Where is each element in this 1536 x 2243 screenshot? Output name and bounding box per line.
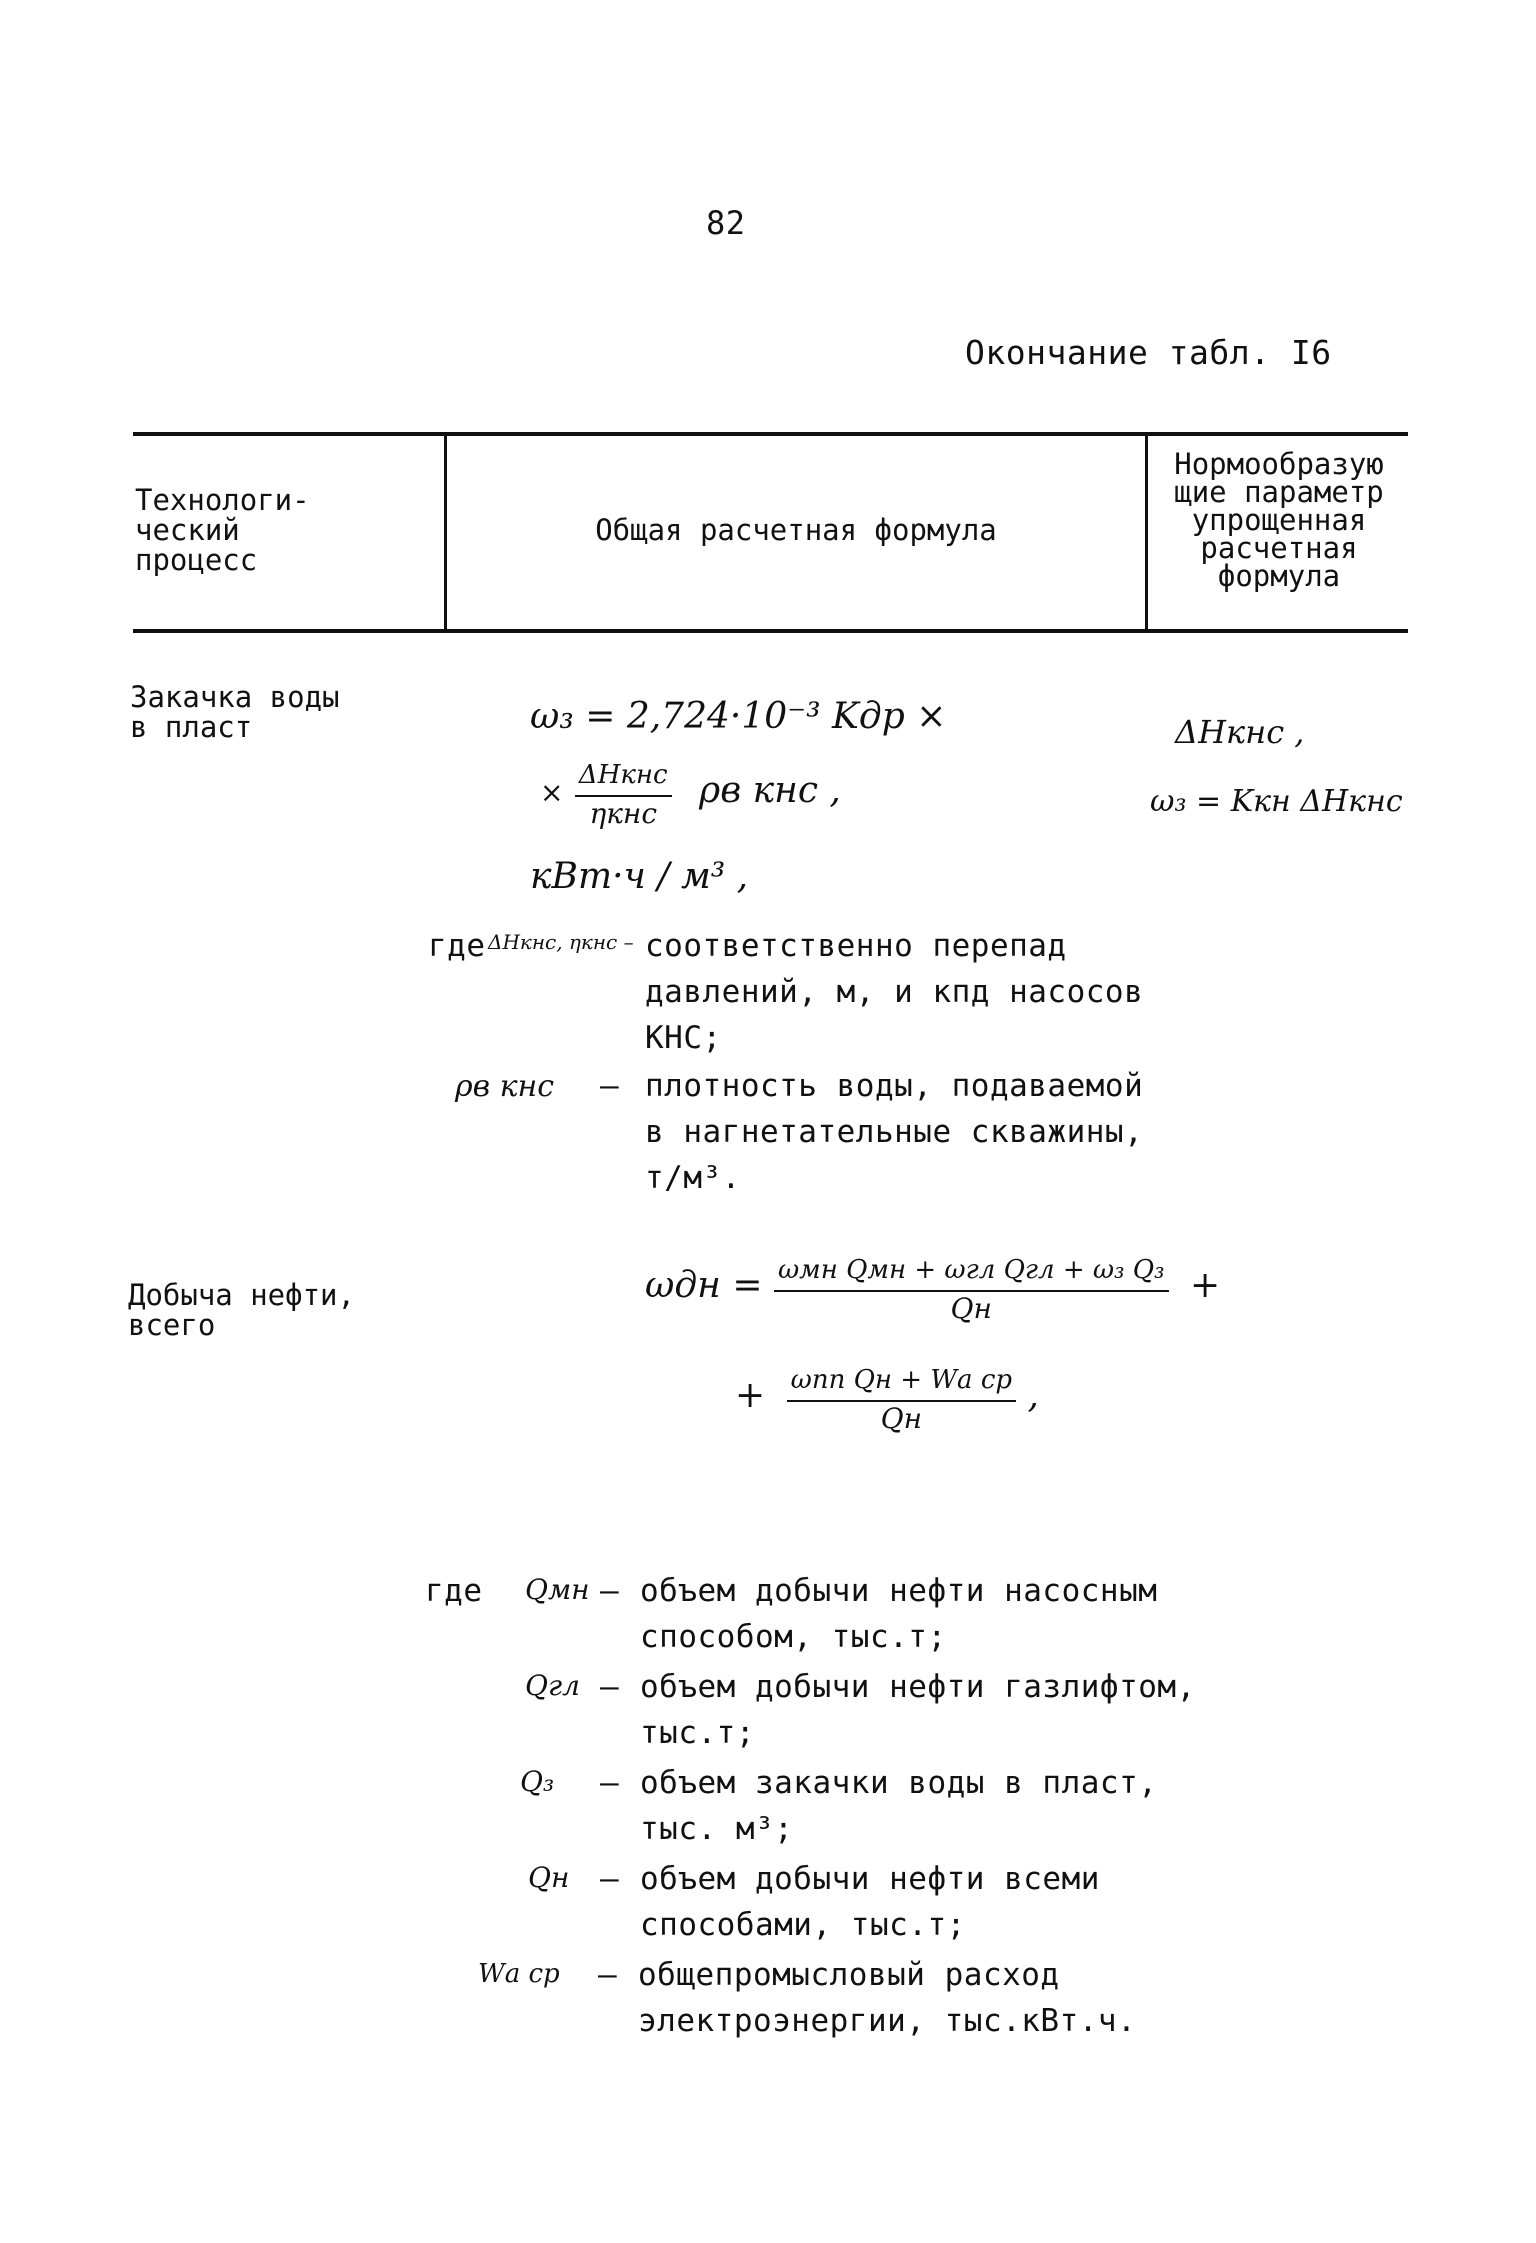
row2-formula-fraction1-num: ωмн Qмн + ωгл Qгл + ω₃ Q₃ <box>774 1250 1169 1292</box>
row2-formula-fraction2 <box>787 1360 1016 1436</box>
row1-formula-fraction <box>575 755 672 831</box>
row2-process <box>128 1280 448 1340</box>
row2-def-text-1 <box>640 1664 1196 1756</box>
row2-def-text-0 <box>640 1568 1157 1660</box>
row1-simplified-line2: ω₃ = Kкн ΔHкнс <box>1150 784 1403 819</box>
row2-def-text-2 <box>640 1760 1157 1852</box>
row1-formula-fraction-num: ΔHкнс <box>575 755 672 797</box>
row1-formula-line2: × $\frac{\text{ΔHкнс}}{\text{ηкнс}}$ ρв кнс , <box>540 755 841 831</box>
row2-def-dash-4: – <box>598 1957 618 1993</box>
header-col-process-line: процесс <box>135 543 258 577</box>
row2-def-line: тыс.т; <box>640 1715 755 1751</box>
row2-def-symbol-0: Qмн <box>525 1573 590 1606</box>
row2-def-dash-3: – <box>600 1861 620 1897</box>
row2-formula-line1 <box>645 1250 1220 1326</box>
row1-process-line: в пласт <box>130 710 253 744</box>
row2-def-line: объем добычи нефти газлифтом, <box>640 1669 1196 1705</box>
table-header-bottom-rule <box>133 629 1408 633</box>
row2-def-dash-0: – <box>600 1573 620 1609</box>
table-top-rule <box>133 432 1408 436</box>
row2-process-line: Добыча нефти, <box>128 1278 355 1312</box>
row2-formula-lhs: ωдн = <box>645 1265 763 1306</box>
row2-def-line: объем добычи нефти всеми <box>640 1861 1100 1897</box>
header-col-simplified-line: Нормообразую <box>1174 447 1384 481</box>
header-col-simplified-line: формула <box>1217 559 1341 593</box>
row2-def-dash-2: – <box>600 1765 620 1801</box>
table-col-divider-1 <box>444 434 447 630</box>
row1-where-word: где <box>428 928 486 964</box>
header-col-simplified-line: расчетная <box>1200 531 1358 565</box>
page-number: 82 <box>706 204 746 242</box>
row2-def-line: общепромысловый расход <box>638 1957 1060 1993</box>
row2-process-line: всего <box>128 1308 216 1342</box>
row1-def1-text <box>645 923 1265 1061</box>
row1-def2-line: плотность воды, подаваемой <box>645 1068 1144 1104</box>
header-col-simplified <box>1150 447 1408 593</box>
row1-def1-line: давлений, м, и кпд насосов <box>645 974 1144 1010</box>
row2-def-symbol-1: Qгл <box>525 1669 580 1702</box>
row1-formula-fraction-den: ηкнс <box>589 797 658 830</box>
row1-def2-line: в нагнетательные скважины, <box>645 1114 1144 1150</box>
row2-formula-fraction1 <box>774 1250 1169 1326</box>
row2-def-line: объем добычи нефти насосным <box>640 1573 1158 1609</box>
row1-def2-line: т/м³. <box>645 1160 741 1196</box>
row2-def-line: способом, тыс.т; <box>640 1619 947 1655</box>
row2-formula-fraction2-den: Qн <box>880 1402 923 1435</box>
row2-formula-plus2: + <box>735 1375 766 1416</box>
header-col-process-line: ческий <box>135 513 240 547</box>
header-col-process <box>135 485 435 575</box>
row2-def-symbol-2: Q₃ <box>520 1765 555 1798</box>
row2-def-dash-1: – <box>600 1669 620 1705</box>
row2-formula-tail: , <box>1027 1375 1039 1416</box>
row1-def2-dash: – <box>600 1068 620 1104</box>
row1-process-line: Закачка воды <box>130 680 340 714</box>
row2-def-line: способами, тыс.т; <box>640 1907 966 1943</box>
table-col-divider-2 <box>1145 434 1148 630</box>
header-col-process-line: Технологи- <box>135 483 310 517</box>
row2-where-word: где <box>425 1573 483 1609</box>
header-col-formula: Общая расчетная формула <box>595 513 997 547</box>
row1-formula-units: кВт·ч / м³ , <box>530 856 749 897</box>
row2-formula-line2 <box>735 1360 1039 1436</box>
row1-process <box>130 682 430 742</box>
table-caption: Окончание табл. I6 <box>965 333 1332 372</box>
row2-def-symbol-4: Wа ср <box>478 1959 560 1989</box>
row1-formula-line1: ω₃ = 2,724·10⁻³ Kдр × <box>530 696 947 737</box>
row1-def2-text <box>645 1063 1265 1201</box>
header-col-simplified-line: щие параметр <box>1174 475 1384 509</box>
row2-formula-fraction2-num: ωпп Qн + Wа ср <box>787 1360 1016 1402</box>
row1-simplified-line1: ΔHкнс , <box>1175 713 1305 751</box>
row2-formula-fraction1-den: Qн <box>950 1292 992 1325</box>
row2-def-line: тыс. м³; <box>640 1811 794 1847</box>
row2-def-line: объем закачки воды в пласт, <box>640 1765 1158 1801</box>
row1-def1-line: соответственно перепад <box>645 928 1067 964</box>
row1-def2-symbol: ρв кнс <box>455 1069 555 1104</box>
row2-def-text-3 <box>640 1856 1100 1948</box>
row2-def-symbol-3: Qн <box>528 1861 570 1894</box>
row2-def-line: электроэнергии, тыс.кВт.ч. <box>638 2003 1137 2039</box>
row2-def-text-4 <box>638 1952 1136 2044</box>
row1-def1-line: КНС; <box>645 1020 722 1056</box>
row1-def1-symbol: ΔHкнс, ηкнс – <box>488 930 634 954</box>
row1-formula-density: ρв кнс , <box>699 770 841 811</box>
row2-formula-plus: + <box>1189 1265 1221 1306</box>
header-col-simplified-line: упрощенная <box>1191 503 1367 537</box>
